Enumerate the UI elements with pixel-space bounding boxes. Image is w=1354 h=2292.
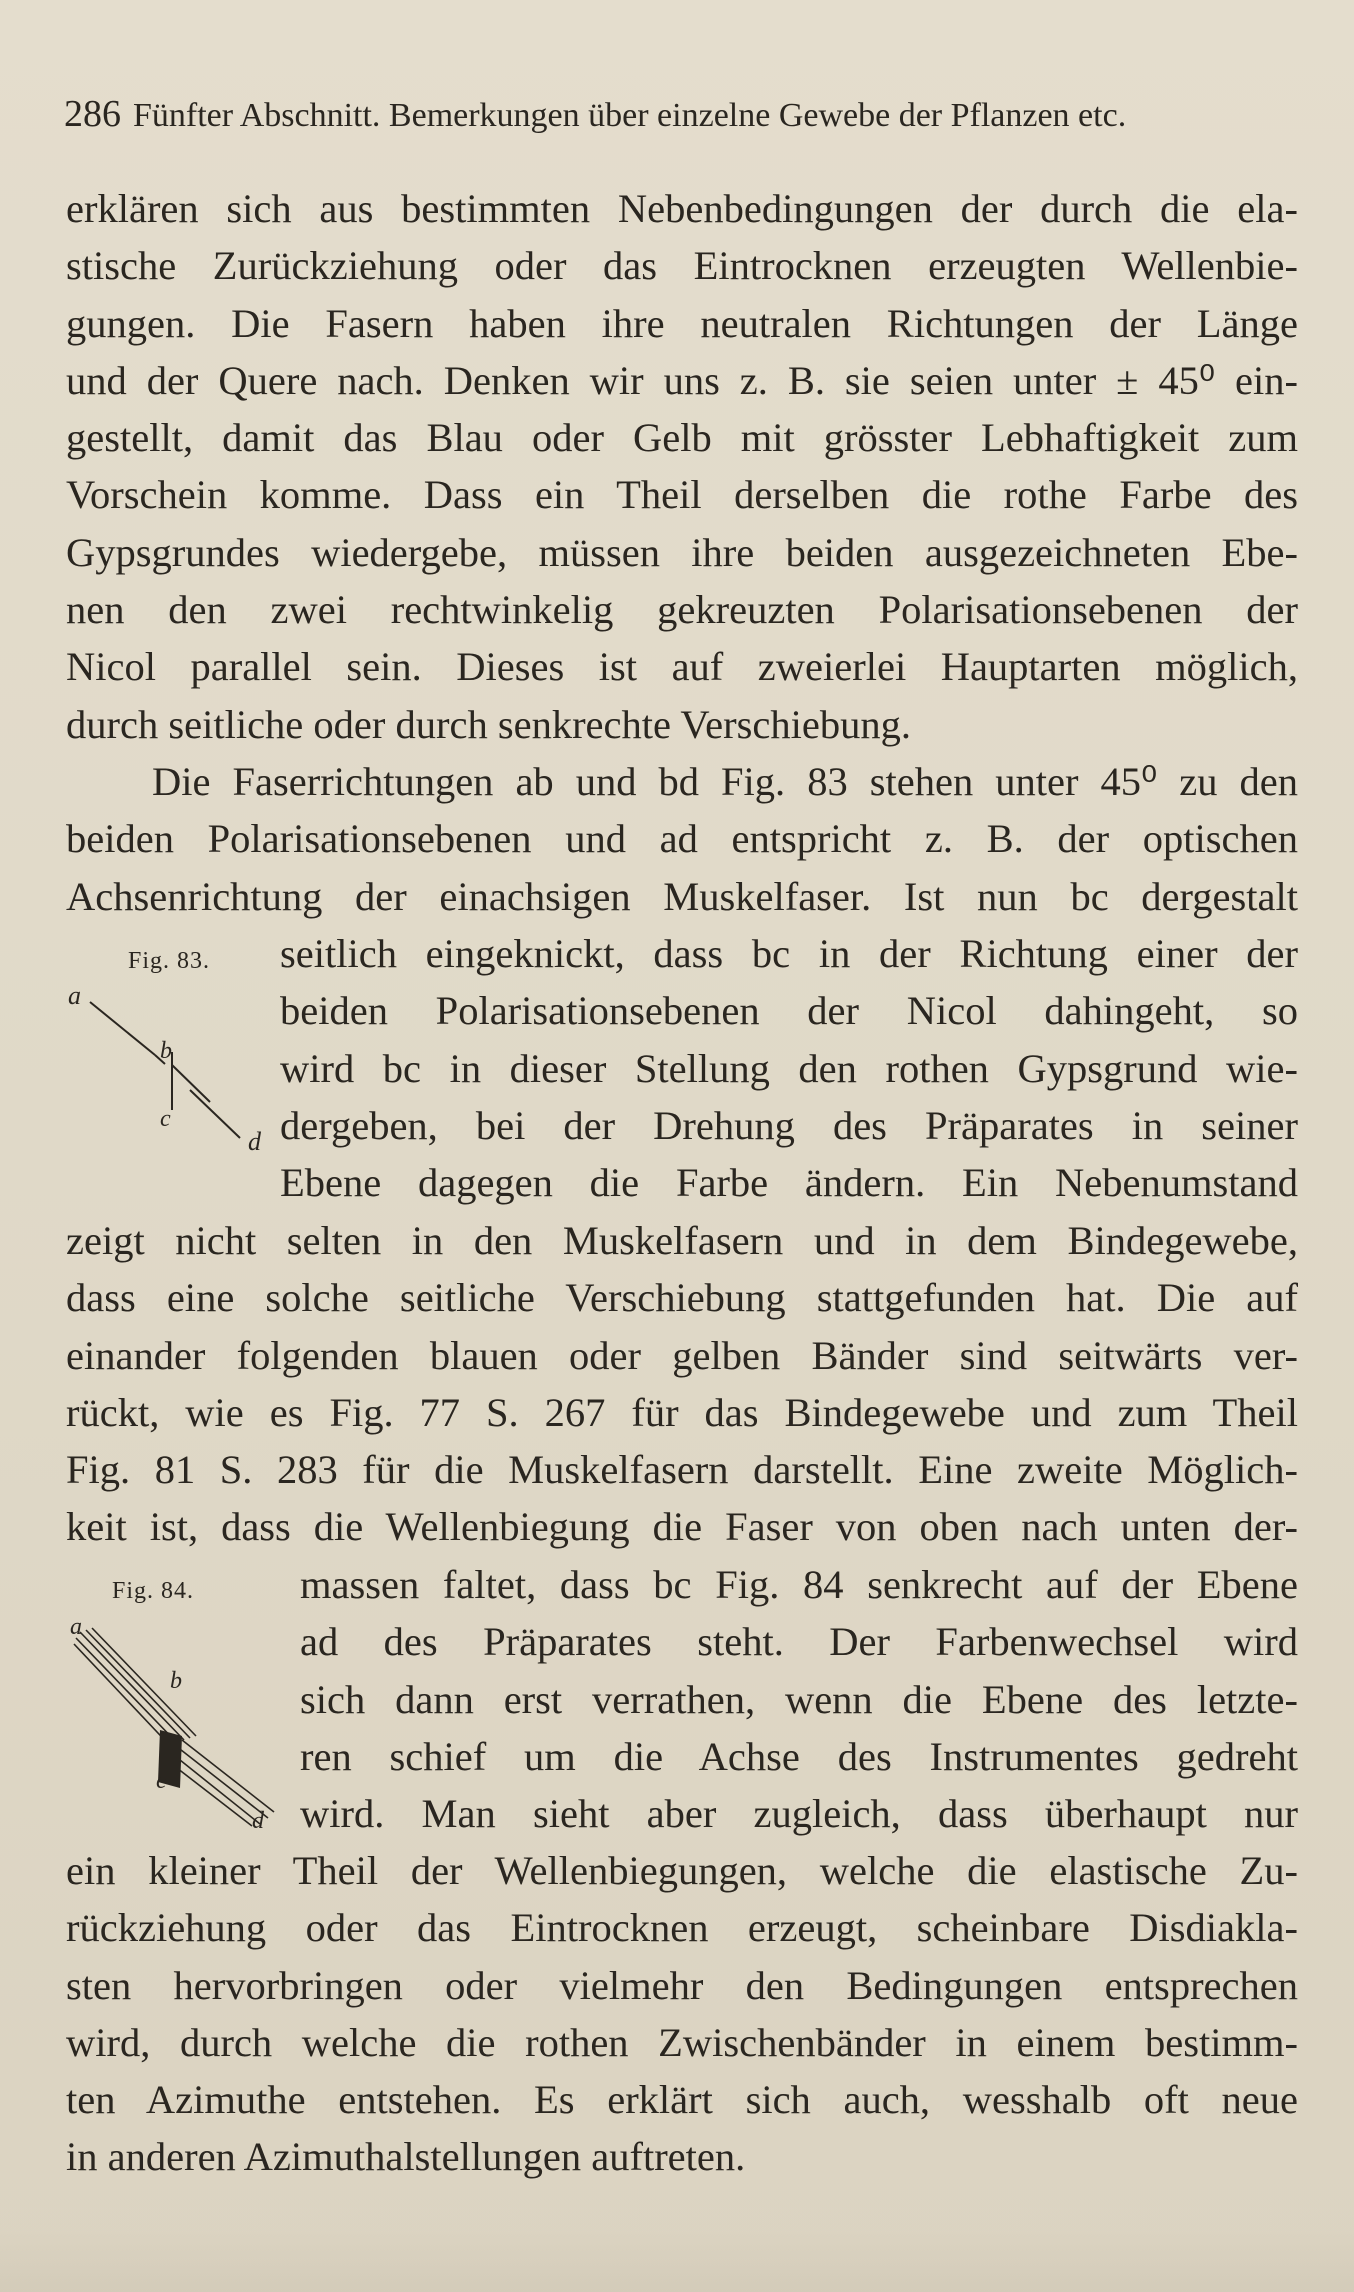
figure-84-point-b: b [170,1668,182,1694]
figure-84-diagram [64,1612,284,1832]
text-line: nen den zwei rechtwinkelig gekreuzten Polarisationsebenen der [66,587,1298,633]
text-line: massen faltet, dass bc Fig. 84 senkrecht auf der Ebene [300,1562,1298,1607]
text-line: beiden Polarisationsebenen der Nicol dahingeht, so [280,988,1298,1034]
text-line: Die Faserrichtungen ab und bd Fig. 83 stehen unter 45⁰ zu den [152,759,1298,804]
text-line: erklären sich aus bestimmten Nebenbedingungen der durch die ela- [66,186,1298,231]
page-number: 286 [64,93,121,135]
text-line: ten Azimuthe entstehen. Es erklärt sich auch, wesshalb oft neue [66,2077,1298,2123]
paragraph-2-start [66,753,1298,925]
figure-83-point-a: a [68,990,81,1010]
text-line: rückt, wie es Fig. 77 S. 267 für das Bindegewebe und zum Theil [66,1389,1298,1435]
figure-84-point-d: d [252,1808,264,1832]
text-line: gungen. Die Fasern haben ihre neutralen Richtungen der Länge [66,300,1298,346]
paragraph-2-wrap-fig84 [300,1556,1298,1842]
text-line: Vorschein komme. Dass ein Theil derselben die rothe Farbe des [66,472,1298,518]
text-line: sich dann erst verrathen, wenn die Ebene des letzte- [300,1676,1298,1722]
text-line: sten hervorbringen oder vielmehr den Bedingungen entsprechen [66,1962,1298,2008]
text-line: dass eine solche seitliche Verschiebung stattgefunden hat. Die auf [66,1275,1298,1321]
paragraph-1 [66,180,1298,753]
text-line: beiden Polarisationsebenen und ad entspricht z. B. der optischen [66,816,1298,862]
text-line: gestellt, damit das Blau oder Gelb mit grösster Lebhaftigkeit zum [66,415,1298,461]
text-line: zeigt nicht selten in den Muskelfasern und in dem Bindegewebe, [66,1218,1298,1263]
text-line: in anderen Azimuthalstellungen auftreten. [66,2134,746,2180]
text-line: dergeben, bei der Drehung des Präparates in seiner [280,1102,1298,1148]
text-line: Fig. 81 S. 283 für die Muskelfasern darstellt. Eine zweite Möglich- [66,1447,1298,1493]
running-header [64,92,1304,136]
running-title: Fünfter Abschnitt. Bemerkungen über einzelne Gewebe der Pflanzen etc. [133,97,1127,134]
text-line: Achsenrichtung der einachsigen Muskelfaser. Ist nun bc dergestalt [66,873,1298,919]
text-line: keit ist, dass die Wellenbiegung die Faser von oben nach unten der- [66,1504,1298,1550]
text-line: einander folgenden blauen oder gelben Bänder sind seitwärts ver- [66,1332,1298,1378]
paragraph-2-middle [66,1212,1298,1556]
paragraph-2-wrap-fig83 [280,925,1298,1211]
figure-83-label: Fig. 83. [128,948,211,974]
text-line: und der Quere nach. Denken wir uns z. B. sie seien unter ± 45⁰ ein- [66,357,1298,403]
figure-83-point-d: d [248,1127,261,1156]
figure-83-diagram [60,990,270,1160]
text-line: stische Zurückziehung oder das Eintrocknen erzeugten Wellenbie- [66,243,1298,289]
text-line: ad des Präparates steht. Der Farbenwechsel wird [300,1619,1298,1665]
text-line: rückziehung oder das Eintrocknen erzeugt, scheinbare Disdiakla- [66,1905,1298,1951]
text-line: Nicol parallel sein. Dieses ist auf zweierlei Hauptarten möglich, [66,644,1298,690]
text-line: Gypsgrundes wiedergebe, müssen ihre beiden ausgezeichneten Ebe- [66,529,1298,575]
figure-84-label: Fig. 84. [112,1578,195,1604]
text-line: wird bc in dieser Stellung den rothen Gypsgrund wie- [280,1045,1298,1091]
text-line: wird, durch welche die rothen Zwischenbänder in einem bestimm- [66,2019,1298,2065]
figure-84-point-c: c [156,1768,167,1794]
figure-83-point-b: b [160,1038,172,1064]
text-line: ein kleiner Theil der Wellenbiegungen, welche die elastische Zu- [66,1848,1298,1893]
text-line: wird. Man sieht aber zugleich, dass überhaupt nur [300,1791,1298,1837]
page-bottom-shadow [0,2230,1354,2292]
text-line: durch seitliche oder durch senkrechte Verschiebung. [66,701,911,747]
figure-84-point-a: a [70,1614,82,1640]
text-line: ren schief um die Achse des Instrumentes gedreht [300,1733,1298,1779]
figure-83-point-c: c [160,1106,171,1132]
text-line: seitlich eingeknickt, dass bc in der Richtung einer der [280,931,1298,976]
paragraph-2-end [66,1842,1298,2186]
text-line: Ebene dagegen die Farbe ändern. Ein Nebenumstand [280,1160,1298,1206]
